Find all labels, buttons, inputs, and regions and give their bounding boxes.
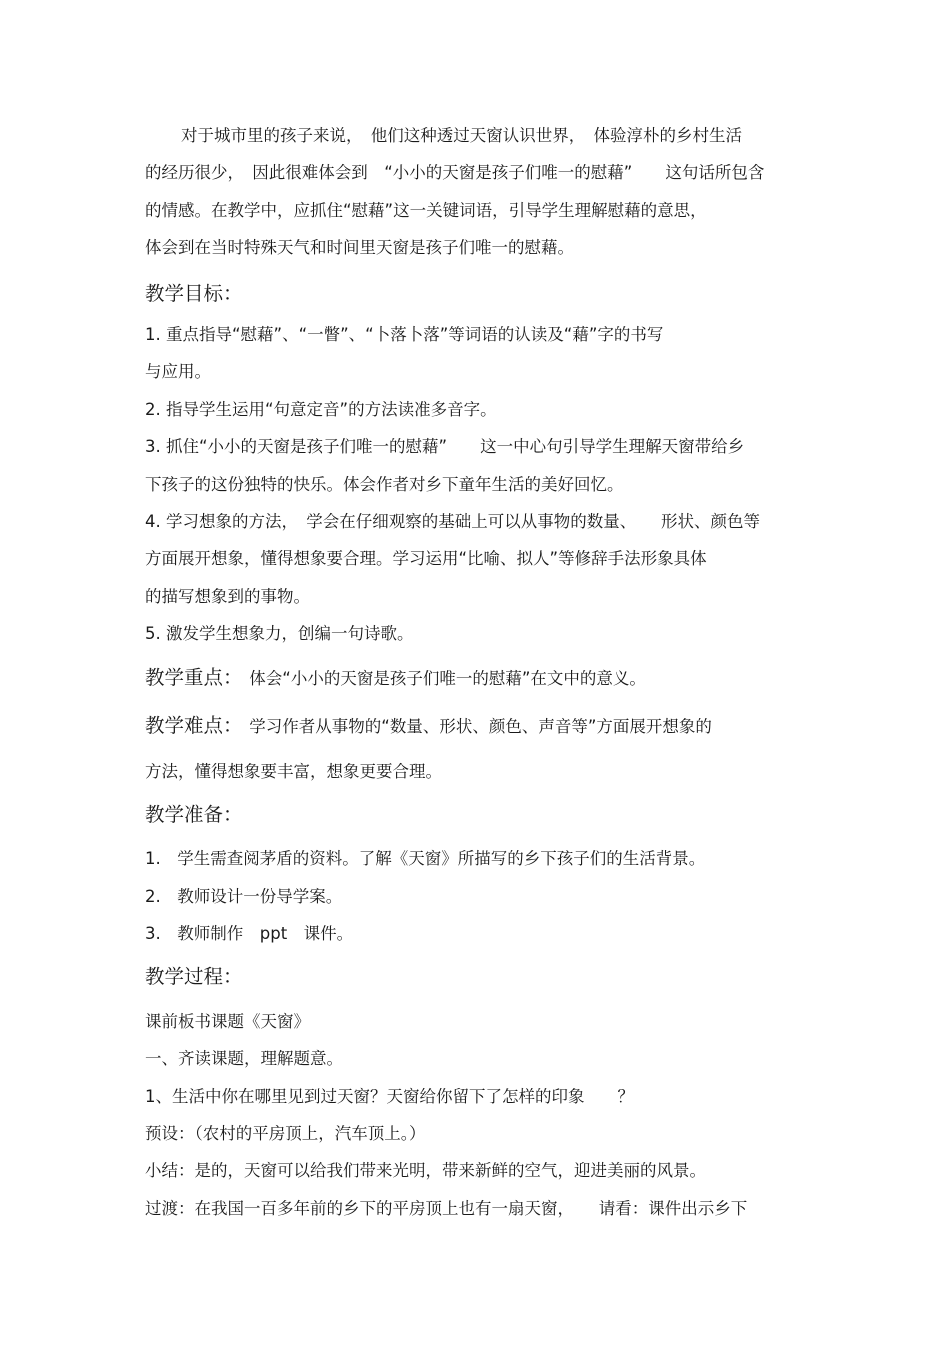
goals-heading: 教学目标：	[145, 282, 243, 305]
key-point-row	[145, 667, 646, 690]
process-line: 过渡：在我国一百多年前的乡下的平房顶上也有一扇天窗， 请看：课件出示乡下	[145, 1199, 748, 1218]
intro-line-4: 体会到在当时特殊天气和时间里天窗是孩子们唯一的慰藉。	[145, 238, 574, 257]
goal-line: 方面展开想象，懂得想象要合理。学习运用“比喻、拟人”等修辞手法形象具体	[145, 549, 707, 568]
process-heading: 教学过程：	[145, 965, 243, 988]
process-line: 1、生活中你在哪里见到过天窗？天窗给你留下了怎样的印象 ？	[145, 1087, 634, 1106]
prep-line: 3. 教师制作 ppt 课件。	[145, 924, 354, 943]
key-point-label: 教学重点：	[145, 666, 233, 689]
difficulty-line-2: 方法，懂得想象要丰富，想象更要合理。	[145, 762, 442, 781]
goal-line: 3. 抓住“小小的天窗是孩子们唯一的慰藉” 这一中心句引导学生理解天窗带给乡	[145, 437, 745, 456]
goal-line: 5. 激发学生想象力，创编一句诗歌。	[145, 624, 414, 643]
difficulty-row	[145, 715, 712, 738]
process-line: 一、齐读课题，理解题意。	[145, 1049, 343, 1068]
intro-line-3: 的情感。在教学中，应抓住“慰藉”这一关键词语，引导学生理解慰藉的意思，	[145, 201, 707, 220]
goal-line: 4. 学习想象的方法， 学会在仔细观察的基础上可以从事物的数量、 形状、颜色等	[145, 512, 760, 531]
prep-heading: 教学准备：	[145, 803, 243, 826]
difficulty-text: 学习作者从事物的“数量、形状、颜色、声音等”方面展开想象的	[232, 717, 712, 736]
goal-line: 与应用。	[145, 362, 211, 381]
intro-line-2: 的经历很少， 因此很难体会到 “小小的天窗是孩子们唯一的慰藉” 这句话所包含	[145, 163, 765, 182]
goal-line: 1. 重点指导“慰藉”、“一瞥”、“卜落卜落”等词语的认读及“藉”字的书写	[145, 325, 664, 344]
goal-line: 的描写想象到的事物。	[145, 587, 310, 606]
process-line: 预设：（农村的平房顶上，汽车顶上。）	[145, 1124, 426, 1143]
intro-line-1: 对于城市里的孩子来说， 他们这种透过天窗认识世界， 体验淳朴的乡村生活	[181, 126, 742, 145]
process-line: 小结：是的，天窗可以给我们带来光明，带来新鲜的空气，迎进美丽的风景。	[145, 1161, 706, 1180]
key-point-text: 体会“小小的天窗是孩子们唯一的慰藉”在文中的意义。	[232, 669, 646, 688]
goal-line: 2. 指导学生运用“句意定音”的方法读准多音字。	[145, 400, 497, 419]
prep-line: 1. 学生需查阅茅盾的资料。了解《天窗》所描写的乡下孩子们的生活背景。	[145, 849, 706, 868]
prep-line: 2. 教师设计一份导学案。	[145, 887, 343, 906]
process-line: 课前板书课题《天窗》	[145, 1012, 310, 1031]
difficulty-label: 教学难点：	[145, 714, 233, 737]
goal-line: 下孩子的这份独特的快乐。体会作者对乡下童年生活的美好回忆。	[145, 475, 624, 494]
